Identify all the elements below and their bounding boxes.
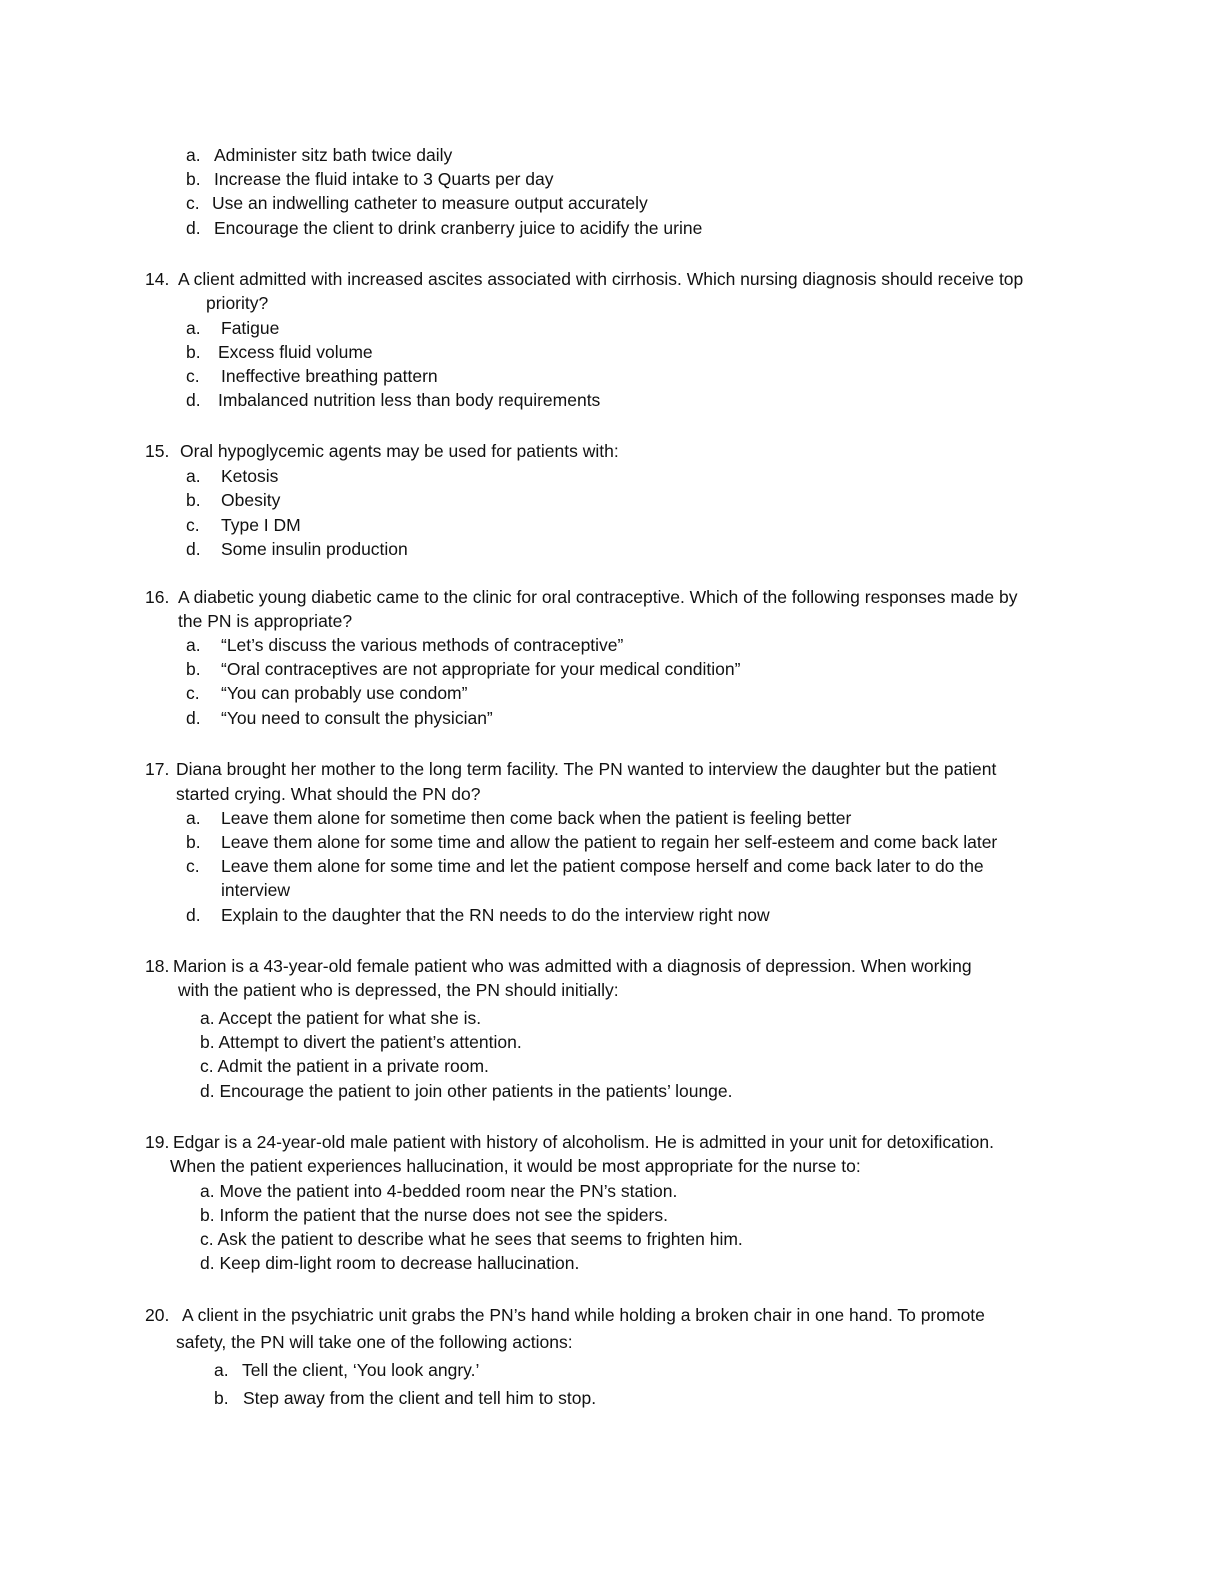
question-number: 14. <box>145 269 170 289</box>
option-b-text: Step away from the client and tell him to stop. <box>243 1388 597 1408</box>
option-c-text-cont: interview <box>221 880 291 900</box>
option-c: c. Admit the patient in a private room. <box>200 1056 489 1076</box>
option-b: b. <box>186 342 201 362</box>
option-b-text: Leave them alone for some time and allow the patient to regain her self-esteem and come back later <box>221 832 998 852</box>
option-a-text: Leave them alone for sometime then come back when the patient is feeling better <box>221 808 852 828</box>
option-b: b. <box>186 169 201 189</box>
option-a-text: Administer sitz bath twice daily <box>214 145 453 165</box>
option-c: c. <box>186 366 200 386</box>
question-stem-cont: priority? <box>206 293 269 313</box>
question-number: 20. <box>145 1305 170 1325</box>
option-c-text: Leave them alone for some time and let the patient compose herself and come back later to do the <box>221 856 984 876</box>
question-stem: Edgar is a 24-year-old male patient with history of alcoholism. He is admitted in your unit for detoxification. <box>173 1132 994 1152</box>
option-a: a. Move the patient into 4-bedded room near the PN’s station. <box>200 1181 678 1201</box>
question-stem-cont: When the patient experiences hallucination, it would be most appropriate for the nurse to: <box>170 1156 861 1176</box>
option-b-text: Obesity <box>221 490 281 510</box>
question-stem-cont: with the patient who is depressed, the PN should initially: <box>178 980 619 1000</box>
option-c: c. <box>186 515 200 535</box>
option-a: a. <box>186 635 201 655</box>
option-c: c. <box>186 683 200 703</box>
option-c: c. Ask the patient to describe what he sees that seems to frighten him. <box>200 1229 743 1249</box>
question-stem: A diabetic young diabetic came to the clinic for oral contraceptive. Which of the following responses made by <box>178 587 1018 607</box>
option-b: b. <box>186 659 201 679</box>
option-a-text: Fatigue <box>221 318 280 338</box>
option-d: d. <box>186 708 201 728</box>
option-c-text: “You can probably use condom” <box>221 683 468 703</box>
question-number: 16. <box>145 587 170 607</box>
option-c-text: Type I DM <box>221 515 301 535</box>
option-b: b. Attempt to divert the patient’s attention. <box>200 1032 522 1052</box>
option-c-text: Use an indwelling catheter to measure output accurately <box>212 193 648 213</box>
option-d: d. <box>186 905 201 925</box>
option-b-text: Excess fluid volume <box>218 342 373 362</box>
option-b: b. <box>214 1388 229 1408</box>
option-d: d. <box>186 539 201 559</box>
option-a: a. <box>186 808 201 828</box>
option-a: a. <box>186 318 201 338</box>
question-stem-cont: safety, the PN will take one of the following actions: <box>176 1332 573 1352</box>
option-b: b. <box>186 832 201 852</box>
option-d-text: Explain to the daughter that the RN needs to do the interview right now <box>221 905 770 925</box>
option-c: c. <box>186 856 200 876</box>
question-number: 18. <box>145 956 170 976</box>
question-stem-cont: started crying. What should the PN do? <box>176 784 481 804</box>
question-number: 15. <box>145 441 170 461</box>
option-a: a. <box>186 466 201 486</box>
question-stem: Oral hypoglycemic agents may be used for patients with: <box>180 441 619 461</box>
option-a: a. <box>186 145 201 165</box>
question-stem-cont: the PN is appropriate? <box>178 611 353 631</box>
option-b: b. <box>186 490 201 510</box>
option-a-text: Tell the client, ‘You look angry.’ <box>242 1360 480 1380</box>
option-d: d. <box>186 390 201 410</box>
option-d-text: “You need to consult the physician” <box>221 708 493 728</box>
option-c: c. <box>186 193 200 213</box>
option-b-text: “Oral contraceptives are not appropriate for your medical condition” <box>221 659 741 679</box>
question-number: 17. <box>145 759 170 779</box>
option-a-text: “Let’s discuss the various methods of contraceptive” <box>221 635 624 655</box>
question-number: 19. <box>145 1132 170 1152</box>
option-a: a. Accept the patient for what she is. <box>200 1008 482 1028</box>
question-stem: Marion is a 43-year-old female patient who was admitted with a diagnosis of depression. When working <box>173 956 972 976</box>
option-c-text: Ineffective breathing pattern <box>221 366 438 386</box>
question-stem: A client admitted with increased ascites associated with cirrhosis. Which nursing diagnosis should receive top <box>178 269 1024 289</box>
option-a: a. <box>214 1360 229 1380</box>
question-stem: Diana brought her mother to the long term facility. The PN wanted to interview the daughter but the patient <box>176 759 997 779</box>
option-d-text: Imbalanced nutrition less than body requirements <box>218 390 601 410</box>
option-d-text: Encourage the client to drink cranberry juice to acidify the urine <box>214 218 703 238</box>
option-a-text: Ketosis <box>221 466 279 486</box>
option-d: d. Encourage the patient to join other patients in the patients’ lounge. <box>200 1081 733 1101</box>
question-stem: A client in the psychiatric unit grabs the PN’s hand while holding a broken chair in one hand. To promote <box>182 1305 985 1325</box>
option-d: d. Keep dim-light room to decrease hallucination. <box>200 1253 580 1273</box>
option-b: b. Inform the patient that the nurse does not see the spiders. <box>200 1205 668 1225</box>
option-d: d. <box>186 218 201 238</box>
option-b-text: Increase the fluid intake to 3 Quarts per day <box>214 169 554 189</box>
option-d-text: Some insulin production <box>221 539 408 559</box>
